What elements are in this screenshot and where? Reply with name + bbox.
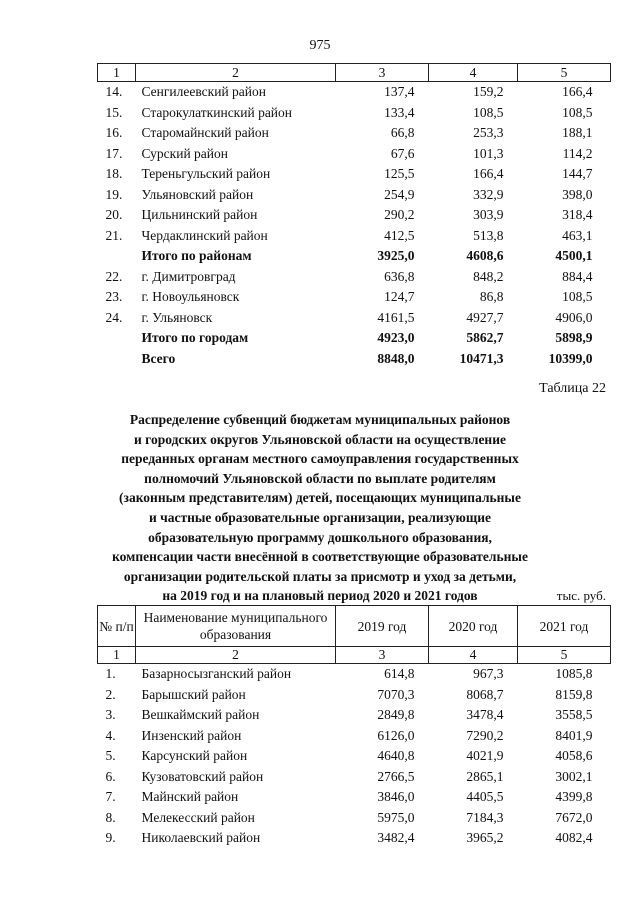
municipality-name: Старомайнский район — [141, 125, 269, 140]
table-row — [98, 767, 611, 788]
table-row — [98, 267, 611, 288]
title-line: (законным представителям) детей, посещающих муниципальные — [119, 490, 521, 506]
table-row — [98, 103, 611, 124]
table-row — [98, 808, 611, 829]
value-2020: 86,8 — [479, 289, 504, 304]
table-row — [98, 82, 611, 103]
value-2020: 3478,4 — [466, 707, 504, 722]
row-number: 6. — [105, 768, 116, 784]
value-2019: 2766,5 — [377, 768, 415, 784]
value-2020: 4927,7 — [466, 309, 504, 325]
value-2021: 4058,6 — [555, 748, 593, 763]
value-2019: 290,2 — [384, 207, 415, 222]
value-2019: 5975,0 — [377, 809, 415, 825]
column-number: 1 — [98, 647, 136, 664]
value-2020: 166,4 — [473, 166, 504, 181]
row-number: 9. — [105, 830, 116, 845]
table-row — [98, 246, 611, 267]
column-number: 3 — [336, 64, 429, 82]
title-line: на 2019 год и на плановый период 2020 и 2021 годов — [162, 588, 478, 604]
row-number: 20. — [105, 207, 123, 222]
title-line: полномочий Ульяновской области по выплате родителям — [144, 470, 496, 486]
value-2020: 4608,6 — [466, 248, 504, 263]
value-2021: 463,1 — [562, 227, 593, 243]
table-row — [98, 287, 611, 308]
value-2019: 614,8 — [384, 666, 415, 681]
row-number: 1. — [105, 666, 116, 681]
header-2019: 2019 год — [336, 606, 429, 647]
value-2019: 6126,0 — [377, 727, 415, 743]
value-2019: 66,8 — [390, 125, 415, 140]
table-row — [98, 664, 611, 685]
value-2021: 4082,4 — [555, 830, 593, 845]
value-2019: 133,4 — [384, 104, 415, 120]
value-2021: 3002,1 — [555, 768, 593, 784]
row-number: 16. — [105, 125, 123, 140]
row-number: 15. — [105, 104, 123, 120]
table-row — [98, 164, 611, 185]
table-title — [0, 410, 640, 606]
value-2019: 254,9 — [384, 186, 415, 202]
row-number — [98, 349, 136, 370]
table-row — [98, 787, 611, 808]
table-bottom — [97, 605, 611, 849]
title-line: Распределение субвенций бюджетам муниципальных районов — [129, 412, 511, 427]
value-2019: 3482,4 — [377, 830, 415, 845]
value-2020: 7290,2 — [466, 727, 504, 743]
table-row — [98, 144, 611, 165]
value-2019: 137,4 — [384, 84, 415, 99]
municipality-name: Сенгилеевский район — [141, 84, 266, 99]
header-num: № п/п — [98, 606, 136, 647]
value-2019: 125,5 — [384, 166, 415, 181]
value-2021: 108,5 — [562, 289, 593, 304]
column-number: 5 — [518, 647, 611, 664]
value-2019: 7070,3 — [377, 686, 415, 702]
row-number: 22. — [105, 268, 123, 284]
row-number: 18. — [105, 166, 123, 181]
value-2021: 108,5 — [562, 104, 593, 120]
value-2021: 5898,9 — [555, 330, 593, 345]
value-2021: 114,2 — [562, 145, 593, 161]
municipality-name: Мелекесский район — [141, 809, 255, 825]
row-number: 19. — [105, 186, 123, 202]
value-2021: 10399,0 — [548, 350, 593, 366]
value-2020: 5862,7 — [466, 330, 504, 345]
row-number: 21. — [105, 227, 123, 243]
title-line: образовательную программу дошкольного образования, — [148, 529, 492, 545]
column-number-row — [98, 647, 611, 664]
table-row — [98, 328, 611, 349]
row-number: 17. — [105, 145, 123, 161]
municipality-name: Вешкаймский район — [141, 707, 260, 722]
municipality-name: Кузоватовский район — [141, 768, 264, 784]
value-2020: 253,3 — [473, 125, 504, 140]
value-2020: 4405,5 — [466, 789, 504, 804]
title-line: переданных органам местного самоуправления государственных — [121, 451, 519, 467]
table-row — [98, 705, 611, 726]
value-2020: 967,3 — [473, 666, 504, 681]
table-row — [98, 185, 611, 206]
row-number: 14. — [105, 84, 123, 99]
table-row — [98, 205, 611, 226]
value-2020: 101,3 — [473, 145, 504, 161]
municipality-name: Ульяновский район — [141, 186, 254, 202]
value-2019: 3846,0 — [377, 789, 415, 804]
value-2019: 2849,8 — [377, 707, 415, 722]
value-2021: 4399,8 — [555, 789, 593, 804]
municipality-name: Итого по районам — [141, 248, 252, 263]
value-2020: 2865,1 — [466, 768, 504, 784]
value-2021: 188,1 — [562, 125, 593, 140]
table-row — [98, 226, 611, 247]
header-row — [98, 606, 611, 647]
value-2021: 318,4 — [562, 207, 593, 222]
row-number: 23. — [105, 289, 123, 304]
municipality-name: г. Димитровград — [141, 268, 236, 284]
municipality-name: Инзенский район — [141, 727, 242, 743]
value-2021: 1085,8 — [555, 666, 593, 681]
value-2019: 4923,0 — [377, 330, 415, 345]
value-2020: 303,9 — [473, 207, 504, 222]
municipality-name: г. Новоульяновск — [141, 289, 240, 304]
value-2021: 884,4 — [562, 268, 593, 284]
header-2020: 2020 год — [429, 606, 518, 647]
value-2020: 513,8 — [473, 227, 504, 243]
municipality-name: Тереньгульский район — [141, 166, 271, 181]
municipality-name: Чердаклинский район — [141, 227, 268, 243]
value-2019: 67,6 — [390, 145, 415, 161]
table-row — [98, 123, 611, 144]
municipality-name: Цильнинский район — [141, 207, 258, 222]
value-2021: 4500,1 — [555, 248, 593, 263]
value-2021: 8401,9 — [555, 727, 593, 743]
table-row — [98, 308, 611, 329]
title-line: и частные образовательные организации, реализующие — [148, 509, 492, 525]
municipality-name: Сурский район — [141, 145, 228, 161]
value-2021: 3558,5 — [555, 707, 593, 722]
title-line: и городских округов Ульяновской области на осуществление — [134, 431, 506, 447]
table-row — [98, 828, 611, 849]
municipality-name: Всего — [141, 350, 176, 366]
table-label: Таблица 22 — [539, 381, 606, 396]
value-2019: 4640,8 — [377, 748, 415, 763]
value-2019: 412,5 — [384, 227, 415, 243]
value-2020: 7184,3 — [466, 809, 504, 825]
municipality-name: Николаевский район — [141, 830, 261, 845]
table-row — [98, 685, 611, 706]
value-2021: 166,4 — [562, 84, 593, 99]
column-number: 3 — [336, 647, 429, 664]
municipality-name: г. Ульяновск — [141, 309, 213, 325]
column-number: 4 — [429, 647, 518, 664]
row-number — [98, 246, 136, 267]
row-number — [98, 328, 136, 349]
value-2020: 108,5 — [473, 104, 504, 120]
municipality-name: Старокулаткинский район — [141, 104, 293, 120]
page-number: 975 — [309, 38, 331, 53]
value-2020: 10471,3 — [459, 350, 504, 366]
title-line: компенсации части внесённой в соответствующие образовательные — [112, 549, 528, 565]
value-2020: 8068,7 — [466, 686, 504, 702]
value-2021: 8159,8 — [555, 686, 593, 702]
row-number: 7. — [105, 789, 116, 804]
value-2019: 8848,0 — [377, 350, 415, 366]
row-number: 5. — [105, 748, 116, 763]
value-2020: 3965,2 — [466, 830, 504, 845]
value-2021: 4906,0 — [555, 309, 593, 325]
value-2020: 159,2 — [473, 84, 504, 99]
unit-label: тыс. руб. — [556, 588, 606, 603]
column-number: 2 — [136, 64, 336, 82]
municipality-name: Барышский район — [141, 686, 246, 702]
municipality-name: Карсунский район — [141, 748, 248, 763]
table-top — [97, 63, 611, 369]
value-2021: 7672,0 — [555, 809, 593, 825]
header-name: Наименование муниципального образования — [136, 606, 336, 647]
municipality-name: Базарносызганский район — [141, 666, 292, 681]
value-2020: 4021,9 — [466, 748, 504, 763]
table-row — [98, 726, 611, 747]
municipality-name: Майнский район — [141, 789, 239, 804]
table-row — [98, 746, 611, 767]
column-number: 1 — [98, 64, 136, 82]
value-2021: 398,0 — [562, 186, 593, 202]
row-number: 4. — [105, 727, 116, 743]
value-2021: 144,7 — [562, 166, 593, 181]
column-number-row — [98, 64, 611, 82]
header-2021: 2021 год — [518, 606, 611, 647]
value-2020: 332,9 — [473, 186, 504, 202]
row-number: 8. — [105, 809, 116, 825]
row-number: 2. — [105, 686, 116, 702]
value-2019: 3925,0 — [377, 248, 415, 263]
column-number: 5 — [518, 64, 611, 82]
value-2020: 848,2 — [473, 268, 504, 284]
value-2019: 124,7 — [384, 289, 415, 304]
title-line: организации родительской платы за присмотр и уход за детьми, — [123, 568, 517, 584]
row-number: 24. — [105, 309, 123, 325]
value-2019: 4161,5 — [377, 309, 415, 325]
column-number: 2 — [136, 647, 336, 664]
table-row — [98, 349, 611, 370]
value-2019: 636,8 — [384, 268, 415, 284]
municipality-name: Итого по городам — [141, 330, 249, 345]
row-number: 3. — [105, 707, 116, 722]
column-number: 4 — [429, 64, 518, 82]
